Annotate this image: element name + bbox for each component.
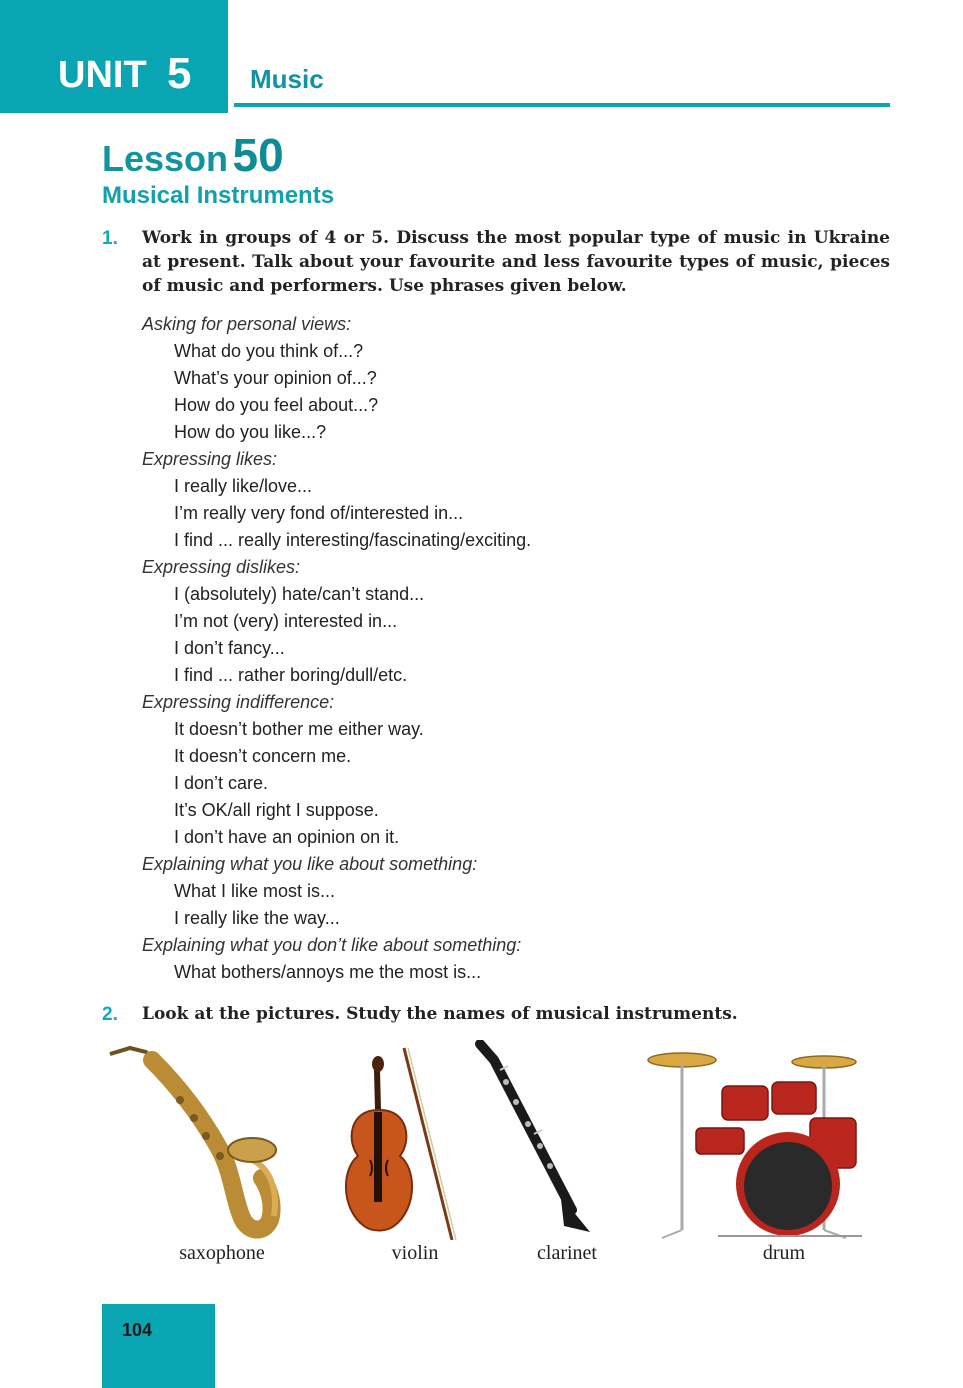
phrase-group-heading: Explaining what you like about something: [142,854,478,874]
phrase-item: I find ... really interesting/fascinating/exciting. [174,530,532,550]
unit-banner [0,0,228,113]
page-number: 104 [122,1320,153,1340]
phrase-item: I’m really very fond of/interested in... [174,503,464,523]
caption-clarinet: clarinet [537,1242,597,1264]
phrase-item: How do you feel about...? [174,395,379,415]
phrase-group-heading: Expressing likes: [142,449,278,469]
phrase-group-heading: Expressing dislikes: [142,557,301,577]
phrase-item: I don’t fancy... [174,638,285,658]
phrase-item: What I like most is... [174,881,336,901]
phrase-item: It doesn’t concern me. [174,746,352,766]
exercise-2-number: 2. [102,1004,118,1025]
phrase-item: I (absolutely) hate/can’t stand... [174,584,425,604]
phrase-item: I don’t have an opinion on it. [174,827,400,847]
lesson-heading [102,129,284,181]
phrase-item: How do you like...? [174,422,327,442]
saxophone-icon [110,1048,276,1230]
caption-violin: violin [391,1242,439,1264]
phrase-group-heading: Expressing indifference: [142,692,335,712]
lesson-number: 50 [232,129,284,181]
phrase-list [142,311,531,986]
phrase-item: I really like/love... [174,476,313,496]
unit-label: UNIT [58,54,147,96]
exercise-2-instructions: Look at the pictures. Study the names of musical instruments. [142,1004,738,1024]
lesson-word: Lesson [102,138,229,179]
header-divider [234,103,890,107]
phrase-item: It’s OK/all right I suppose. [174,800,379,820]
instrument-pictures [102,1040,892,1240]
phrase-item: I find ... rather boring/dull/etc. [174,665,408,685]
phrase-group-heading: Asking for personal views: [142,314,352,334]
caption-drum: drum [762,1242,806,1264]
exercise-1-instructions: Work in groups of 4 or 5. Discuss the most popular type of music in Ukraine at present. Talk about your favourite and less favourite types of music, pieces of music and performers. Use phrases given below. [142,228,890,296]
phrase-item: I really like the way... [174,908,340,928]
caption-saxophone: saxophone [179,1242,265,1264]
clarinet-icon [480,1044,590,1232]
unit-number: 5 [167,49,192,98]
phrase-item: It doesn’t bother me either way. [174,719,424,739]
phrase-item: What do you think of...? [174,341,364,361]
phrase-item: I’m not (very) interested in... [174,611,398,631]
phrase-group-heading: Explaining what you don’t like about something: [142,935,522,955]
lesson-subtitle: Musical Instruments [102,182,335,209]
page-number-box [102,1304,215,1388]
drum-kit-icon [648,1053,862,1238]
violin-icon [346,1048,456,1240]
unit-title: Music [250,64,324,94]
phrase-item: What bothers/annoys me the most is... [174,962,482,982]
phrase-item: I don’t care. [174,773,269,793]
instrument-captions [0,1242,963,1266]
phrase-item: What’s your opinion of...? [174,368,377,388]
exercise-1-number: 1. [102,228,118,249]
